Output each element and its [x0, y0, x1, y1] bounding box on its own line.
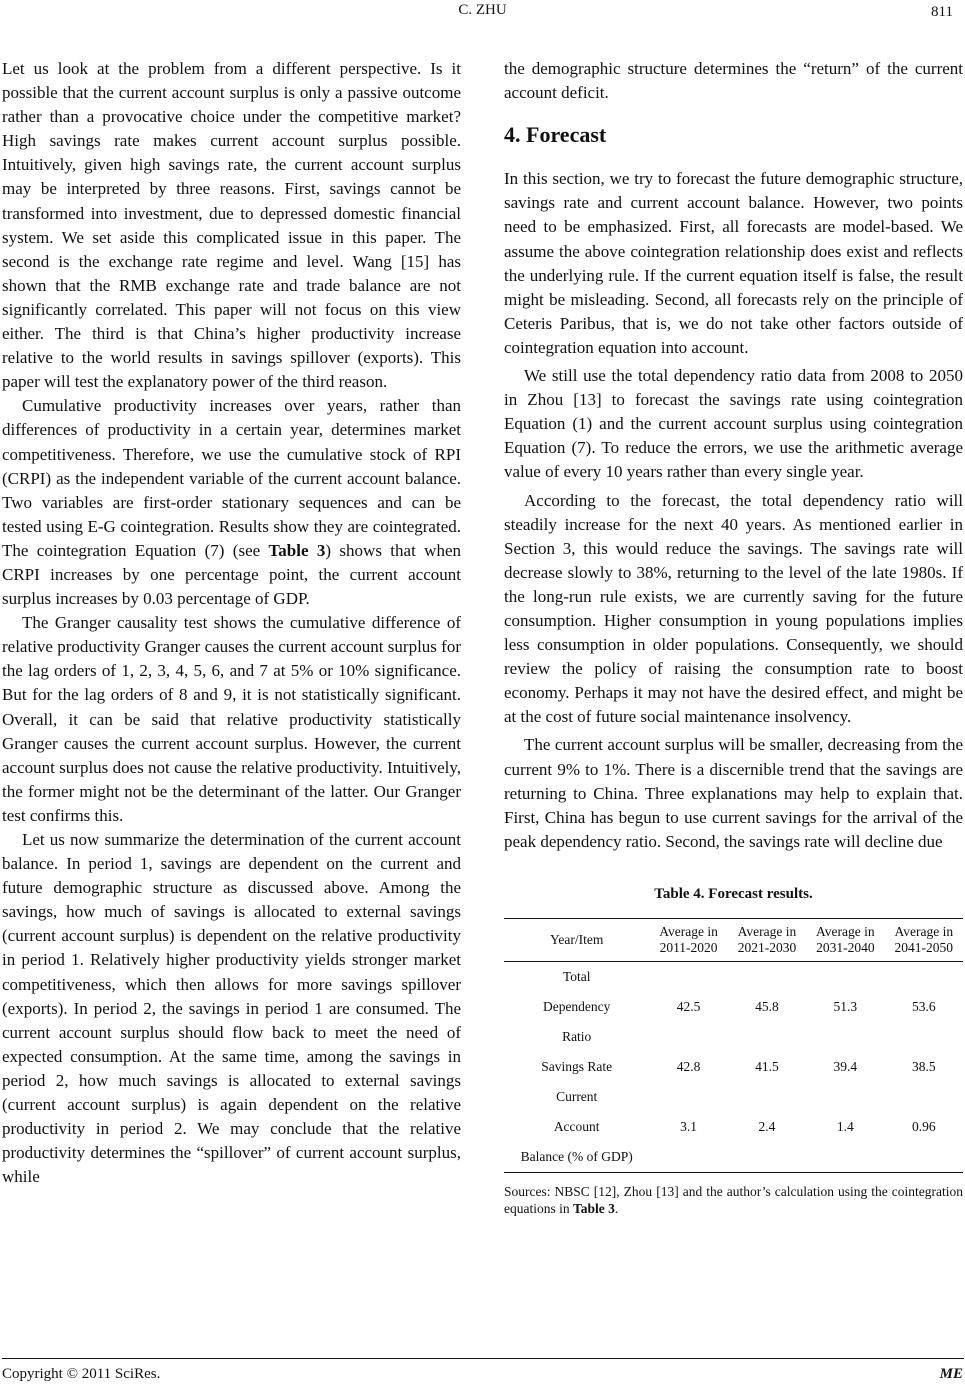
- table-cell: 42.5: [676, 999, 701, 1014]
- paragraph: Let us now summarize the determination of the current account balance. In period 1, savings are dependent on the current and future demographic structure as discussed above. Among the savings, how much of savings is allocated to external savings (current account surplus) is dependent on the relative productivity in period 1. Relatively higher productivity yields stronger market competitiveness, which then allows for more savings spillover (exports). In period 2, the savings in period 1 are consumed. The current account surplus should flow back to meet the need of expected consumption. At the same time, among the savings in period 2, how much savings is allocated to external savings (current account surplus) is again dependent on the relative productivity in period 2. We may conclude that the relative productivity determines the “spillover” of current account surplus, while: [2, 830, 461, 1187]
- footer-copyright: Copyright © 2011 SciRes.: [2, 1366, 161, 1382]
- table-row: [504, 1052, 963, 1082]
- left-column: [2, 57, 461, 1189]
- table-row: [504, 1142, 963, 1173]
- table-cell: 45.8: [755, 999, 779, 1014]
- table-cell: 1.4: [836, 1119, 854, 1134]
- table-header-cell: Average in 2011-2020: [649, 919, 727, 962]
- row-label: Savings Rate: [541, 1059, 613, 1074]
- paragraph: [2, 394, 461, 611]
- table-cell: 42.8: [676, 1059, 701, 1074]
- table-caption: Table 4. Forecast results.: [654, 885, 813, 902]
- table-header-cell: Year/Item: [504, 919, 649, 962]
- paragraph-text: ) shows that when CRPI increases by one percentage point, the current account surplus increases by 0.03 percentage of GDP.: [2, 540, 461, 609]
- table-sources-note: Sources: NBSC [12], Zhou [13] and the author’s calculation using the cointegration equations in Table 3.: [504, 1184, 963, 1216]
- table-reference[interactable]: Table 3: [268, 540, 326, 560]
- table-row: [504, 992, 963, 1022]
- table-row: [504, 962, 963, 993]
- row-label: Total: [562, 969, 591, 984]
- paragraph: The Granger causality test shows the cumulative difference of relative productivity Granger causes the current account surplus for the lag orders of 1, 2, 3, 4, 5, 6, and 7 at 5% or 10% significance. But for the lag orders of 8 and 9, it is not statistically significant. Overall, it can be said that relative productivity statistically Granger causes the current account surplus. However, the current account surplus does not cause the relative productivity. Intuitively, the former might not be the determinant of the latter. Our Granger test confirms this.: [2, 613, 461, 825]
- table-cell: 2.4: [758, 1119, 776, 1134]
- table-row: [504, 1112, 963, 1142]
- paragraph: The current account surplus will be smaller, decreasing from the current 9% to 1%. There is a discernible trend that the savings are returning to China. Three explanations may help to explain that. First, China has begun to use current savings for the arrival of the peak dependency ratio. Second, the savings rate will decline due: [504, 735, 963, 851]
- row-label: Current: [556, 1089, 598, 1104]
- table-cell: 41.5: [755, 1059, 779, 1074]
- table-header-cell: Average in 2031-2040: [806, 919, 884, 962]
- paragraph: We still use the total dependency ratio data from 2008 to 2050 in Zhou [13] to forecast the savings rate using cointegration Equation (1) and the current account surplus using cointegration Equation (7). To reduce the errors, we use the arithmetic average value of every 10 years rather than every single year.: [504, 366, 963, 482]
- table-cell: 53.6: [911, 999, 936, 1014]
- table-cell: 51.3: [833, 999, 858, 1014]
- row-label: Account: [553, 1119, 600, 1134]
- paragraph: According to the forecast, the total dependency ratio will steadily increase for the next 40 years. As mentioned earlier in Section 3, this would reduce the savings. The savings rate will decrease slowly to 38%, returning to the level of the late 1980s. If the long-run rule exists, we are currently saving for the future consumption. Higher consumption in young populations implies less consumption in older populations. Consequently, we should review the policy of raising the consumption rate to boost economy. Perhaps it may not have the desired effect, and might be at the cost of future social maintenance insolvency.: [504, 490, 963, 727]
- table-row: [504, 1022, 963, 1052]
- paragraph: In this section, we try to forecast the future demographic structure, savings rate and current account balance. However, two points need to be emphasized. First, all forecasts are model-based. We assume the above cointegration relationship does exist and reflects the underlying rule. If the current equation itself is false, the result might be misleading. Second, all forecasts rely on the principle of Ceteris Paribus, that is, we do not take other factors outside of cointegration equation into account.: [504, 169, 963, 357]
- table-row: [504, 1082, 963, 1112]
- paragraph: Let us look at the problem from a different perspective. Is it possible that the current account surplus is only a passive outcome rather than a provocative choice under the competitive market? High savings rate makes current account surplus possible. Intuitively, given high savings rate, the current account surplus may be interpreted by three reasons. First, savings cannot be transformed into investment, due to depressed domestic financial system. We set aside this complicated issue in this paper. The second is the exchange rate regime and level. Wang [15] has shown that the RMB exchange rate and trade balance are not significantly correlated. This paper will not focus on this view either. The third is that China’s higher productivity increase relative to the world results in savings spillover (exports). This paper will test the explanatory power of the third reason.: [2, 59, 461, 392]
- table-header-row: [504, 919, 963, 962]
- table-reference[interactable]: Table 3: [573, 1201, 615, 1216]
- right-column: [504, 57, 963, 1217]
- running-header-author: C. ZHU: [458, 2, 507, 18]
- table-cell: 38.5: [911, 1059, 936, 1074]
- table-header-cell: Average in 2021-2030: [728, 919, 806, 962]
- row-label: Dependency: [542, 999, 611, 1014]
- paragraph: the demographic structure determines the “return” of the current account deficit.: [504, 59, 963, 103]
- footer-journal: ME: [939, 1366, 963, 1382]
- row-label: Ratio: [562, 1029, 592, 1044]
- row-label: Balance (% of GDP): [504, 1142, 649, 1173]
- page-number: 811: [931, 4, 953, 20]
- table-cell: 0.96: [911, 1119, 936, 1134]
- table-cell: 39.4: [833, 1059, 858, 1074]
- forecast-table: [504, 918, 963, 1173]
- paragraph-text: Cumulative productivity increases over years, rather than differences of productivity in a certain year, determines market competitiveness. Therefore, we use the cumulative stock of RPI (CRPI) as the independent variable of the current account balance. Two variables are first-order stationary sequences and can be tested using E-G cointegration. Results show they are cointegrated. The cointegration Equation (7) (see: [2, 396, 461, 560]
- section-heading: 4. Forecast: [504, 122, 607, 148]
- table-header-cell: Average in 2041-2050: [885, 919, 963, 962]
- footer-divider: [2, 1358, 964, 1359]
- table-cell: 3.1: [680, 1119, 697, 1134]
